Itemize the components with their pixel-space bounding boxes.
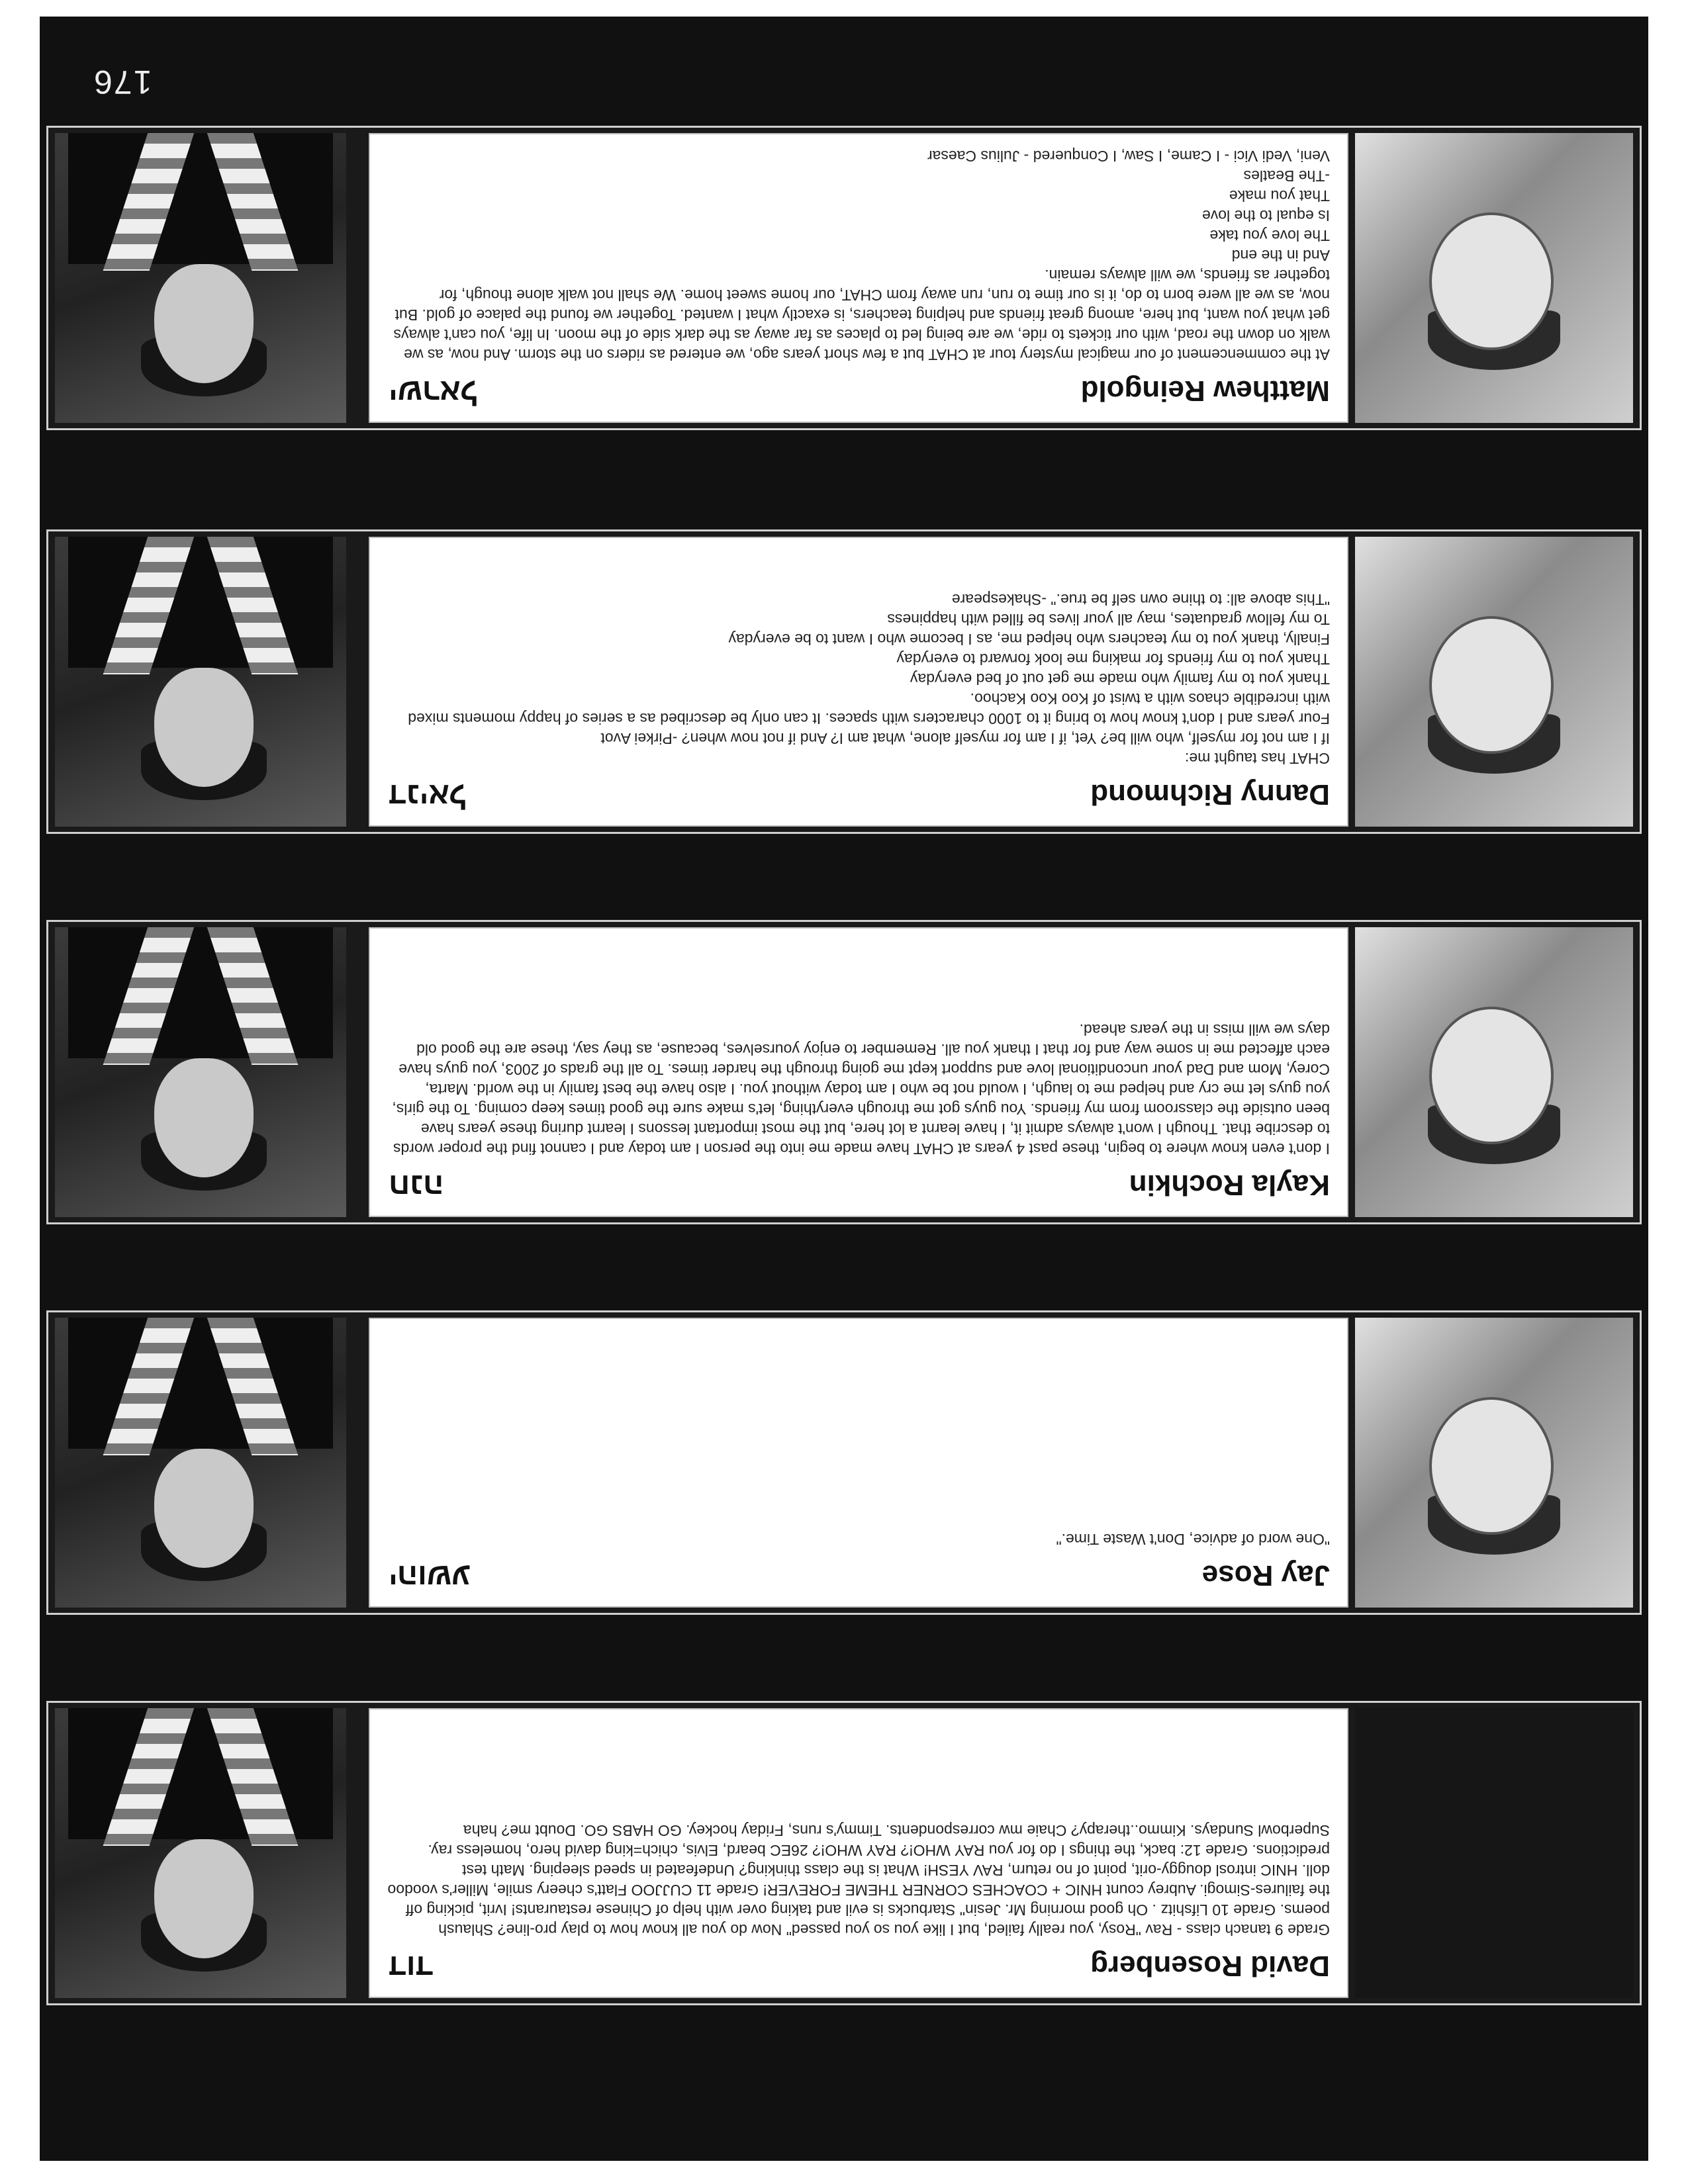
student-message: Grade 9 tanach class - Rav "Rosy, you really failed, but I like you so you passed" Now do you all know how to play pro-line? Shlaush poems. Grade 10 Lifshitz . Oh good morning Mr. Jesin" Starbucks is evil and taking over with help of Chinese restaurants! Ivrit, picking off the failures-Simogi. Aubrey count HNIC + COACHES CORNER THEME FOREVER! Grade 11 CUJJOO Flatt's cheery smile, Miller's voodoo doll. HNIC introsl douggy-orit, point of no return, RAV YESH! What is the class thinking? Undefeated in speed sleeping. Math test predictions. Grade 12: back, the things I do for you RAY WHO!? RAY WHO!? 26EC beard, Elvis, chich=king david hero, homeless ray. Superbowl Sundays. Kimmo..therapy? Chaie mw correspondents. Timmy's runs, Friday hockey. GO HABS GO. Doubt me? haha <box>387 1822 1330 1938</box>
student-name: David Rosenberg <box>1090 1950 1330 1982</box>
entry-danny-richmond <box>46 529 1642 834</box>
hebrew-name: חנה <box>389 1169 444 1203</box>
graduation-photo <box>55 1708 346 1998</box>
childhood-photo <box>1355 133 1633 423</box>
student-name: Jay Rose <box>1201 1559 1330 1592</box>
childhood-photo-blank <box>1355 1708 1633 1998</box>
entry-text-box <box>369 1708 1348 1998</box>
student-message: CHAT has taught me: If I am not for myself, who will be? Yet, if I am for myself alone, what am I? And if not now when? -Pirkei Avot Four years and I don't know how to bring it to 1000 characters with spaces. It can only be described as a series of happy moments mixed with incredible chaos with a twist of Koo Koo Kachoo. Thank you to my family who made me get out of bed everyday Thank you to my friends for making me look forward to everyday Finally, thank you to my teachers who helped me, as I become who I want to be everyday To my fellow graduates, may all your lives be filled with happiness "This above all: to thine own self be true." -Shakespeare <box>408 591 1330 767</box>
student-name: Danny Richmond <box>1090 778 1330 811</box>
student-message: "One word of advice, Don't Waste Time." <box>1056 1531 1330 1548</box>
hebrew-name: ישראל <box>389 375 478 409</box>
hebrew-name: יהושע <box>389 1559 471 1594</box>
childhood-photo <box>1355 1318 1633 1608</box>
entry-david-rosenberg <box>46 1701 1642 2005</box>
entry-matthew-reingold <box>46 126 1642 430</box>
childhood-photo <box>1355 927 1633 1217</box>
student-message: I don't even know where to begin, these past 4 years at CHAT have made me into the person I am today and I cannot find the proper words to describe that. Though I won't always admit it, I have learnt a lot here, but the most important lessons I learnt during these years have been outside the classroom from my friends. You guys got me through everything, let's make sure the good times keep coming. To the girls, you guys let me cry and helped me to laugh, I would not be who I am today without you. I also have the best family in the world. Marta, Corey, Mom and Dad your unconditional love and support kept me going through the harder times. To all the grads of 2003, you guys have each affected me in some way and for that I thank you all. Remember to enjoy yourselves, because, as they say, these are the good old days we will miss in the years ahead. <box>392 1021 1330 1158</box>
graduation-photo <box>55 537 346 827</box>
student-message: At the commencement of our magical mystery tour at CHAT but a few short years ago, we entered as riders on the storm. And now, as we walk on down the road, with our tickets to ride, we are being led to places as far away as the dark side of the moon. In life, you can't always get what you want, but here, among great friends and helping teachers, is exactly what I wanted. Together we found the palace of gold. But now, as we all were born to do, it is our time to run, run away from CHAT, our home sweet home. We shall not walk alone though, for together as friends, we will always remain. And in the end The love you take Is equal to the love That you make -The Beatles Veni, Vedi Vici - I Came, I Saw, I Conquered - Julius Caesar <box>393 148 1330 363</box>
student-name: Matthew Reingold <box>1080 375 1330 407</box>
entry-text-box <box>369 133 1348 423</box>
entry-kayla-rochkin <box>46 920 1642 1224</box>
page-number: 176 <box>93 64 152 101</box>
graduation-photo <box>55 133 346 423</box>
entry-text-box <box>369 1318 1348 1608</box>
entry-jay-rose <box>46 1310 1642 1615</box>
student-name: Kayla Rochkin <box>1129 1169 1330 1201</box>
entry-text-box <box>369 927 1348 1217</box>
entry-text-box <box>369 537 1348 827</box>
graduation-photo <box>55 1318 346 1608</box>
graduation-photo <box>55 927 346 1217</box>
hebrew-name: דניאל <box>389 778 467 813</box>
hebrew-name: דוד <box>389 1950 434 1984</box>
childhood-photo <box>1355 537 1633 827</box>
